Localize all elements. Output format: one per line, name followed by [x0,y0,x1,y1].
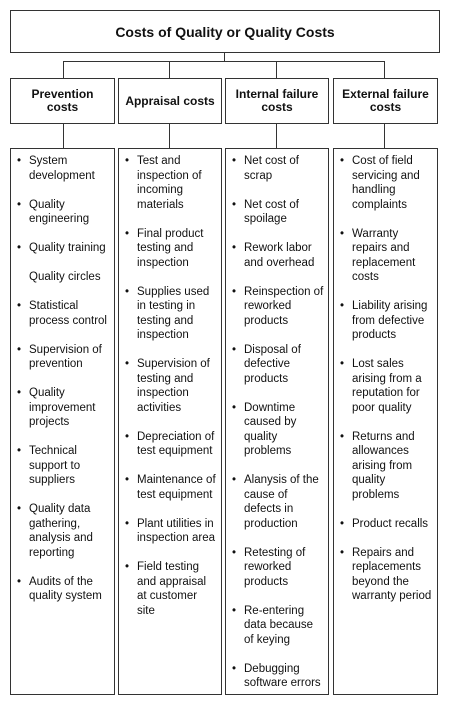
item-text: Lost sales arising from a reputation for poor quality [352,358,422,414]
bullet-icon: • [125,474,130,486]
column-connector [384,124,385,148]
item-text: Statistical process control [29,300,107,327]
list-item [232,285,324,329]
list-item [340,299,433,343]
item-text: Rework labor and overhead [244,242,315,269]
bullet-icon: • [340,155,345,167]
list-item [232,604,324,648]
list-item [17,386,110,430]
item-text: Supervision of prevention [29,343,102,370]
item-list [232,154,324,691]
bullet-icon: • [125,430,130,443]
list-item [340,227,433,285]
list-item [17,343,110,372]
list-item [125,430,217,459]
heading-prevention-costs: Prevention costs [10,78,115,124]
item-text: Depreciation of test equipment [137,430,215,457]
list-item [17,444,110,488]
list-item [232,473,324,531]
list-item [340,357,433,415]
item-text: Technical support to suppliers [29,445,81,486]
bullet-icon: • [17,387,22,399]
bullet-icon: • [340,300,345,312]
bullet-icon: • [17,155,22,167]
bullet-icon: • [232,198,237,211]
bullet-icon: • [17,575,22,588]
item-text: Net cost of scrap [244,155,299,182]
bullet-icon: • [232,662,237,675]
item-text: Quality circles [29,271,101,283]
item-text: Quality improvement projects [29,387,96,428]
item-text: Re-entering data because of keying [244,604,314,646]
list-item [125,154,217,212]
list-item [125,357,217,415]
item-list [340,154,433,604]
item-text: Net cost of spoilage [244,198,299,225]
item-text: Debugging software errors [244,662,321,689]
title-connector [224,53,225,61]
item-text: Quality data gathering, analysis and reporting [29,503,93,559]
item-text: Liability arising from defective products [352,300,428,341]
list-item [125,560,217,618]
item-text: Disposal of defective products [244,343,301,385]
list-item [17,241,110,256]
item-text: Warranty repairs and replacement costs [352,227,416,283]
column-connector [169,124,170,148]
list-item [125,517,217,546]
list-item [232,198,324,227]
column-connector [63,124,64,148]
bullet-icon: • [340,227,345,240]
bullet-icon: • [17,503,22,515]
bullet-icon: • [17,343,22,356]
list-item [125,227,217,271]
list-item [17,154,110,183]
bullet-icon: • [125,358,130,370]
bullet-icon: • [125,517,130,530]
heading-appraisal-costs: Appraisal costs [118,78,222,124]
bullet-icon: • [232,242,237,254]
bullet-icon: • [17,198,22,211]
column-appraisal-costs [118,148,222,695]
heading-connector [169,61,170,78]
list-item [17,299,110,328]
bullet-icon: • [125,155,130,167]
item-text: Supplies used in testing in testing and inspection [137,285,210,341]
heading-connector [384,61,385,78]
bullet-icon: • [340,358,345,370]
item-list [17,154,110,604]
item-text: Quality engineering [29,198,90,225]
item-text: Cost of field servicing and handling complaints [352,155,420,211]
item-text: Product recalls [352,517,429,530]
heading-connector [63,61,64,78]
list-item [17,575,110,604]
heading-connector [276,61,277,78]
item-list [125,154,217,618]
item-text: Plant utilities in inspection area [137,517,215,544]
item-text: Supervision of testing and inspection activities [137,358,210,414]
list-item [17,198,110,227]
bullet-icon: • [232,155,237,167]
bullet-icon: • [232,474,237,486]
bullet-icon: • [340,430,345,443]
item-text: Repairs and replacements beyond the warranty period [352,546,432,602]
heading-external-failure-costs: External failure costs [333,78,438,124]
bullet-icon: • [17,445,22,457]
item-text: Downtime caused by quality problems [244,401,297,457]
bullet-icon: • [340,517,345,530]
bullet-icon: • [232,285,237,298]
bullet-icon: • [340,546,345,559]
list-item [340,546,433,604]
column-external-failure-costs [333,148,438,695]
heading-internal-failure-costs: Internal failure costs [225,78,329,124]
bullet-icon: • [232,604,237,617]
list-item [340,517,433,532]
bullet-icon: • [17,242,22,254]
item-text: Test and inspection of incoming materials [137,155,202,211]
bullet-icon: • [125,285,130,298]
item-text: Final product testing and inspection [137,227,204,269]
bullet-icon: • [232,546,237,559]
item-text: Maintenance of test equipment [137,474,216,501]
item-text: Reinspection of reworked products [244,285,324,327]
list-item [232,662,324,691]
list-item [340,154,433,212]
item-text: Field testing and appraisal at customer site [137,561,207,617]
bullet-icon: • [232,343,237,356]
list-item [232,343,324,387]
bullet-icon: • [125,561,130,573]
item-text: Returns and allowances arising from quality problems [352,430,415,501]
column-connector [276,124,277,148]
list-item [232,401,324,459]
bullet-icon: • [17,300,22,312]
diagram-title: Costs of Quality or Quality Costs [10,10,440,53]
bullet-icon: • [232,401,237,414]
item-text: Audits of the quality system [29,575,102,602]
list-item [125,285,217,343]
bullet-icon: • [125,227,130,240]
list-item [340,430,433,503]
list-item [17,502,110,560]
list-item [232,154,324,183]
list-item [232,241,324,270]
column-prevention-costs [10,148,115,695]
item-text: Alanysis of the cause of defects in production [244,474,319,530]
column-internal-failure-costs [225,148,329,695]
horizontal-connector [63,61,385,62]
item-text: Quality training [29,242,106,254]
list-item [232,546,324,590]
list-item [125,473,217,502]
item-text: System development [29,155,95,182]
list-item [17,270,110,285]
item-text: Retesting of reworked products [244,546,306,588]
